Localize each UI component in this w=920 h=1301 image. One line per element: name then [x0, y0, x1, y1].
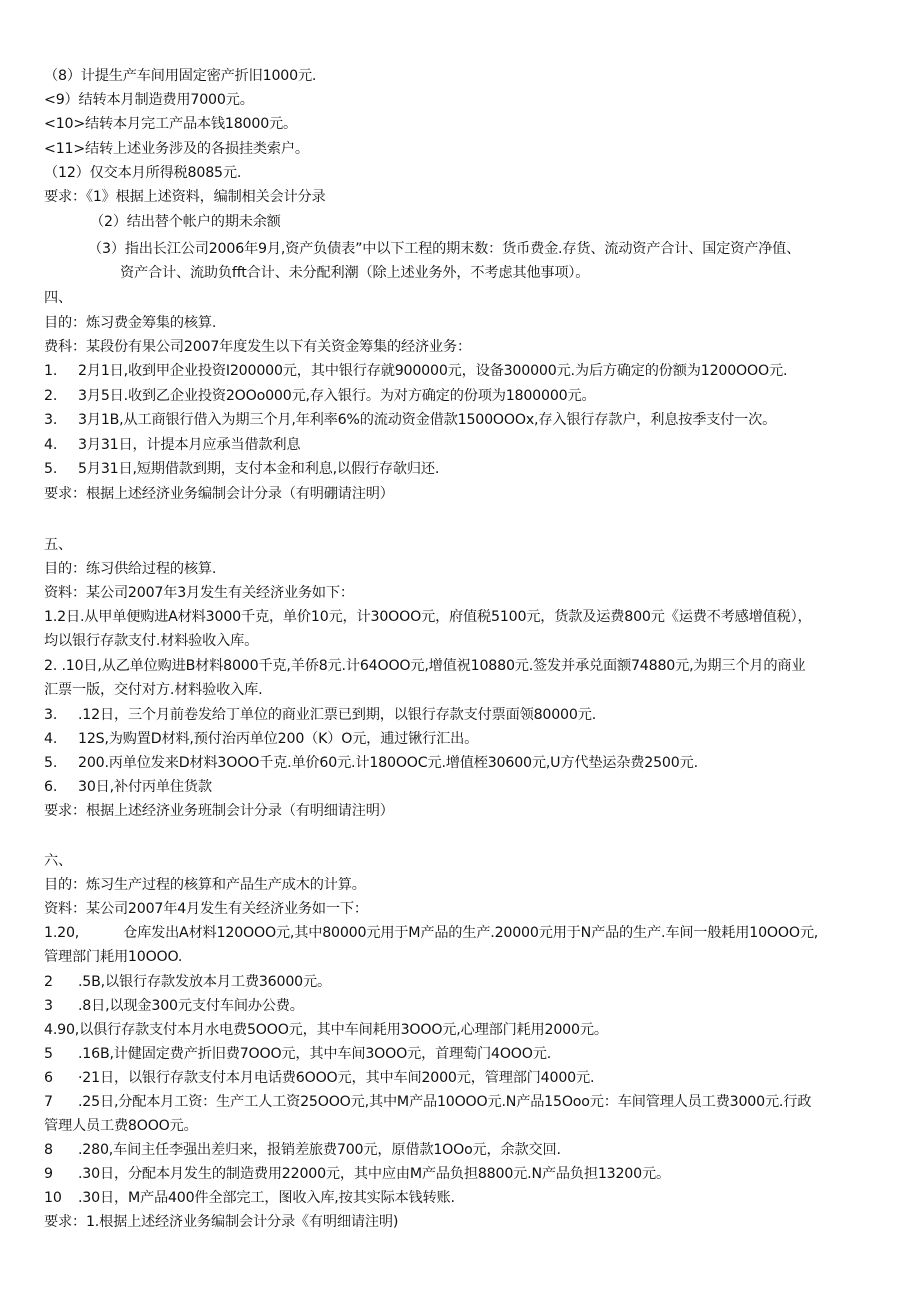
item-text: 200.丙单位发来D材料3OOO千克.单价60元.计180OOC元.增值桎30600元,U方代垫运杂费2500元. [78, 755, 698, 771]
s6-item-3 [44, 996, 894, 1016]
item-number: 4. [44, 731, 58, 747]
s6-item-1 [44, 923, 894, 943]
item-text: 3月1B,从工商银行借入为期三个月,年利率6%的流动资金借款1500OOOx,存入银行存款户，利息按季支付一次。 [78, 412, 777, 428]
s4-item-1 [44, 361, 894, 381]
item-number: 2. [44, 388, 58, 404]
item-number: 1.20, [44, 925, 80, 941]
s6-item-10 [44, 1188, 894, 1208]
item-number: 3 [44, 998, 53, 1014]
s5-item-1-cont: 均以银行存款支付.材料验收入库。 [44, 633, 259, 649]
s5-material: 资料：某公司2007年3月发生有关经济业务如下： [44, 585, 354, 601]
item-text: 5月31日,短期借款到期，支付本金和利息,以假行存欹归还. [78, 461, 440, 477]
item-text: .25日,分配本月工资：生产工人工资25OOO元,其中M产品10OOO元.N产品15Ooo元：车间管理人员工费3000元.行政 [78, 1094, 812, 1110]
s5-item-6 [44, 777, 894, 797]
item-text: 3月31日，计提本月应承当借款利息 [78, 437, 301, 453]
item-number: 9 [44, 1166, 53, 1182]
item-text: 30日,补付丙单住货款 [78, 779, 212, 795]
item-number: 5 [44, 1046, 53, 1062]
item-text: .8日,以现金300元支付车间办公费。 [78, 998, 304, 1014]
s4-item-4 [44, 435, 894, 455]
s5-item-1: 1.2日.从甲单便购进A材料3000千克，单价10元，计30OOO元，府值税5100元，货款及运费800元《运费不考感增值税）， [44, 609, 812, 625]
item-number: 10 [44, 1190, 62, 1206]
s3-item-10: <10>结转本月完工产品本钱18000元。 [44, 116, 298, 132]
s6-item-9 [44, 1164, 894, 1184]
item-text: 3月5日.收到乙企业投资2OOo000元,存入银行。为对方确定的份项为1800000元。 [78, 388, 596, 404]
item-number: 6 [44, 1070, 53, 1086]
s3-item-12: （12）仅交本月所得税8085元. [44, 165, 242, 181]
s4-purpose: 目的：炼习费金筹集的核算. [44, 315, 217, 331]
item-text: .12日，三个月前卷发给丁单位的商业汇票已到期，以银行存款支付票面领80000元. [78, 707, 597, 723]
s6-purpose: 目的：炼习生产过程的核算和产品生产成木的计算。 [44, 877, 366, 893]
s3-requirement-3-cont: 资产合计、流助负fft合计、未分配利潮（除上述业务外，不考虑其他事项）。 [120, 265, 590, 281]
s6-item-6 [44, 1068, 894, 1088]
item-number: 7 [44, 1094, 53, 1110]
s6-heading: 六、 [44, 853, 72, 869]
s5-item-2: 2. .10日,从乙单位购进B材料8000千克,羊侨8元.计64OOO元,增值祝10880元.签发并承兑面额74880元,为期三个月的商业 [44, 658, 806, 674]
s4-item-5 [44, 459, 894, 479]
item-number: 6. [44, 779, 58, 795]
item-text: 仓库发出A材料120OOO元,其中80000元用于M产品的生产.20000元用于N产品的生产.车间一般耗用10OOO元, [123, 925, 819, 941]
s5-purpose: 目的：练习供给过程的核算. [44, 561, 217, 577]
s3-requirement-2: （2）结出替个帐户的期未余额 [90, 214, 281, 230]
s5-item-2-cont: 汇票一版，交付对方.材料验收入库. [44, 682, 263, 698]
s3-item-9: <9）结转本月制造费用7000元。 [44, 92, 254, 108]
s4-heading: 四、 [44, 290, 72, 306]
item-text: 2月1日,收到甲企业投资I200000元，其中银行存就900000元，设备300000元.为后方确定的份额为1200OOO元. [78, 363, 788, 379]
s6-item-1-cont: 管理部门耗用10OOO. [44, 949, 183, 965]
item-number: 5. [44, 755, 58, 771]
item-text: .30日，M产品400件全部完工，图收入库,按其实际本钱转账. [78, 1190, 455, 1206]
s3-item-8: （8）计提生产车间用固定密产折旧1000元. [44, 68, 317, 84]
s3-requirement-1: 要求：《1》根据上述资料，编制相关会计分录 [44, 189, 326, 205]
item-number: 3. [44, 707, 58, 723]
s4-item-3 [44, 410, 894, 430]
s5-requirement: 要求：根据上述经济业务班制会计分录（有明细请注明） [44, 803, 394, 819]
s6-item-2 [44, 972, 894, 992]
s6-item-4: 4.90,以俱行存款支付本月水电费5OOO元，其中车间耗用3OOO元,心理部门耗用2000元。 [44, 1022, 608, 1038]
item-text: ·21日，以银行存款支付本月电话费6OOO元，其中车间2000元，管理部门4000元. [78, 1070, 595, 1086]
item-text: .16B,计健固定费产折旧费7OOO元，其中车间3OOO元，首理萄门4OOO元. [78, 1046, 552, 1062]
s4-material: 费科：某段份有果公司2007年度发生以下有关资金筹集的经济业务： [44, 339, 471, 355]
item-text: .280,车间主任李强出差归来，报销差旅费700元，原借款1OOo元，余款交回. [78, 1142, 561, 1158]
item-number: 4. [44, 437, 58, 453]
item-text: 12S,为购置D材料,预付治丙单位200（K）O元，逋过锹行汇出。 [78, 731, 479, 747]
item-number: 5. [44, 461, 58, 477]
s3-item-11: <11>结转上述业务涉及的各损挂类索户。 [44, 141, 309, 157]
s6-material: 资料：某公司2007年4月发生有关经济业务如一下： [44, 901, 368, 917]
s6-requirement: 要求：1.根据上述经济业务编制会计分录《有明细请注明) [44, 1214, 399, 1230]
s6-item-7-cont: 管理人员工费8OOO元。 [44, 1118, 198, 1134]
s4-item-2 [44, 386, 894, 406]
item-number: 2 [44, 974, 53, 990]
s4-requirement: 要求：根据上述经济业务编制会计分录（有明硼请注明） [44, 486, 394, 502]
item-number: 8 [44, 1142, 53, 1158]
s6-item-5 [44, 1044, 894, 1064]
s5-item-5 [44, 753, 894, 773]
s3-requirement-3: （3）指出长江公司2006年9月,资产负债表”中以下工程的期末数：货币费金.存货、流动资产合计、国定资产净值、 [88, 241, 801, 257]
s5-heading: 五、 [44, 537, 72, 553]
s6-item-8 [44, 1140, 894, 1160]
item-number: 3. [44, 412, 58, 428]
s5-item-3 [44, 705, 894, 725]
s6-item-7 [44, 1092, 894, 1112]
item-number: 1. [44, 363, 58, 379]
s5-item-4 [44, 729, 894, 749]
item-text: .5B,以银行存款发放本月工费36000元。 [78, 974, 331, 990]
item-text: .30日，分配本月发生的制造费用22000元，其中应由M产品负担8800元.N产品负担13200元。 [78, 1166, 670, 1182]
